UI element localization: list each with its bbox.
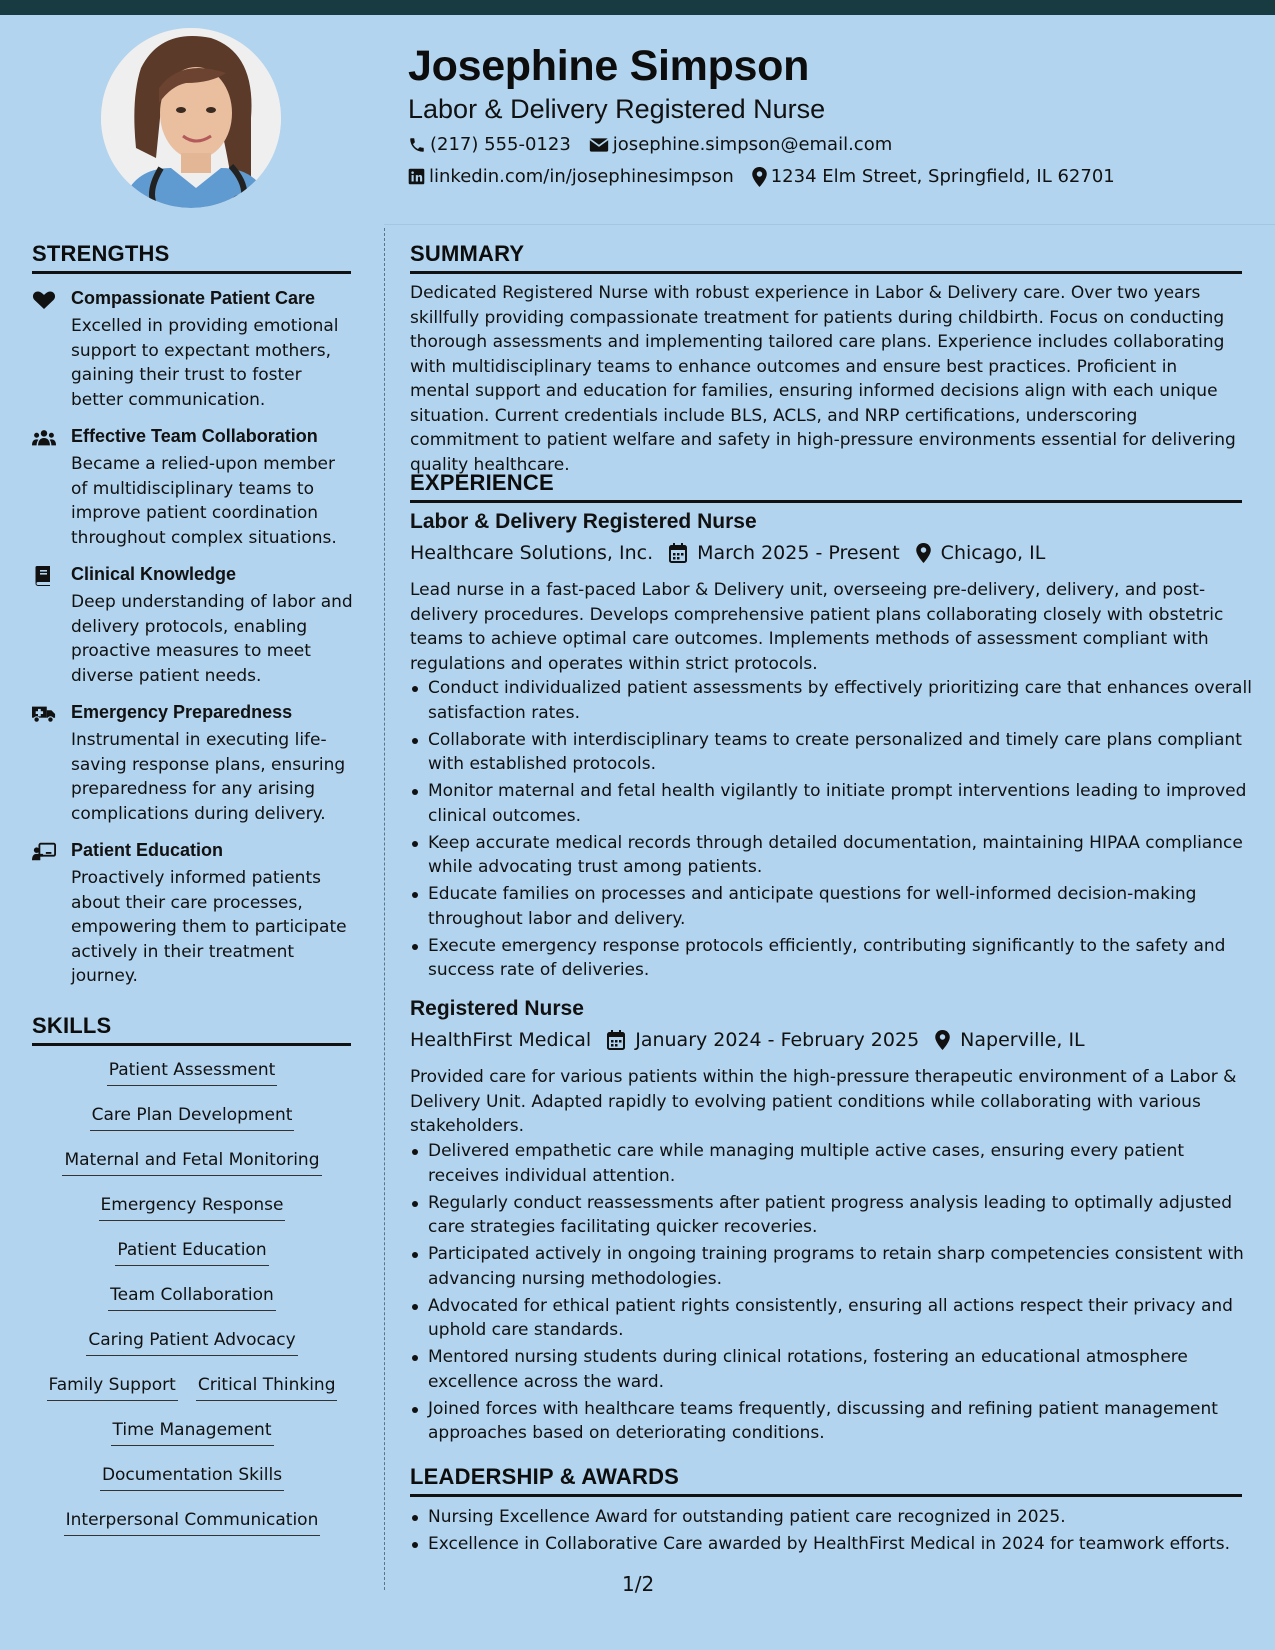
- skill-tag: Caring Patient Advocacy: [86, 1330, 297, 1356]
- strength-title: Compassionate Patient Care: [71, 288, 316, 308]
- address-contact: [752, 166, 1115, 187]
- profile-photo: [101, 28, 281, 208]
- job-meta: [410, 1029, 1101, 1051]
- job-bullets: [410, 676, 1260, 985]
- job-bullets: [410, 1139, 1260, 1448]
- skill-tag: Family Support: [47, 1375, 178, 1401]
- candidate-role: Labor & Delivery Registered Nurse: [408, 94, 826, 124]
- strength-title: Clinical Knowledge: [71, 564, 237, 584]
- skill-row: [32, 1195, 352, 1240]
- phone-icon: [408, 136, 426, 154]
- address-text: 1234 Elm Street, Springfield, IL 62701: [770, 166, 1115, 187]
- skills-heading: SKILLS: [32, 1013, 351, 1046]
- strength-title: Effective Team Collaboration: [71, 426, 318, 446]
- skill-tag: Patient Assessment: [107, 1060, 278, 1086]
- skill-tag: Care Plan Development: [90, 1105, 295, 1131]
- skill-row: [32, 1330, 352, 1375]
- skill-tag: Maternal and Fetal Monitoring: [62, 1150, 321, 1176]
- list-item: Excellence in Collaborative Care awarded by HealthFirst Medical in 2024 for teamwork efforts.: [428, 1532, 1260, 1557]
- strength-item: [32, 426, 352, 546]
- book-icon: [32, 566, 56, 586]
- list-item: Educate families on processes and anticipate questions for well-informed decision-making throughout labor and delivery.: [428, 882, 1260, 931]
- header-divider: [384, 224, 1275, 225]
- linkedin-contact[interactable]: [408, 166, 734, 187]
- contact-row-1: [408, 134, 910, 155]
- skill-row: [32, 1150, 352, 1195]
- map-pin-icon: [935, 1030, 950, 1050]
- skill-row: [32, 1375, 352, 1420]
- teacher-icon: [32, 842, 56, 862]
- list-item: Conduct individualized patient assessments by effectively prioritizing care that enhances overall satisfaction rates.: [428, 676, 1260, 725]
- skill-row: [32, 1465, 352, 1510]
- job-location-text: Naperville, IL: [960, 1029, 1085, 1051]
- job-meta: [410, 542, 1061, 564]
- strength-desc: Deep understanding of labor and delivery protocols, enabling proactive measures to meet diverse patient needs.: [71, 592, 353, 686]
- contact-row-2: [408, 166, 1133, 187]
- awards-list: [410, 1505, 1260, 1559]
- list-item: Participated actively in ongoing training programs to retain sharp competencies consistent with advancing nursing methodologies.: [428, 1242, 1260, 1291]
- list-item: Joined forces with healthcare teams frequently, discussing and refining patient management approaches based on deteriorating conditions.: [428, 1397, 1260, 1446]
- column-divider: [384, 228, 385, 1590]
- skill-row: [32, 1240, 352, 1285]
- list-item: Regularly conduct reassessments after patient progress analysis leading to optimally adjusted care strategies facilitating quicker recoveries.: [428, 1191, 1260, 1240]
- top-bar: [0, 0, 1275, 15]
- experience-heading: EXPERIENCE: [410, 470, 1242, 503]
- job-description: Lead nurse in a fast-paced Labor & Delivery unit, overseeing pre-delivery, delivery, and post-delivery procedures. Develops comprehensive patient plans collaborating closely with obstetric teams to achieve optimal care outcomes. Implements methods of assessment compliant with regulations and operates within strict protocols.: [410, 580, 1224, 674]
- map-pin-icon: [916, 543, 931, 563]
- heart-icon: [32, 290, 56, 310]
- ambulance-icon: [32, 704, 56, 724]
- skill-tag: Patient Education: [115, 1240, 268, 1266]
- job-dates-text: January 2024 - February 2025: [635, 1029, 920, 1051]
- job-dates-text: March 2025 - Present: [697, 542, 900, 564]
- list-item: Keep accurate medical records through detailed documentation, maintaining HIPAA compliance while advocating trust among patients.: [428, 831, 1260, 880]
- list-item: Delivered empathetic care while managing multiple active cases, ensuring every patient receives individual attention.: [428, 1139, 1260, 1188]
- strength-item: [32, 288, 352, 408]
- phone-text: (217) 555-0123: [430, 134, 571, 155]
- skill-tag: Critical Thinking: [196, 1375, 338, 1401]
- job-location: [935, 1029, 1084, 1051]
- strength-item: [32, 702, 352, 822]
- strength-item: [32, 564, 352, 684]
- list-item: Nursing Excellence Award for outstanding patient care recognized in 2025.: [428, 1505, 1260, 1530]
- skill-tag: Documentation Skills: [100, 1465, 284, 1491]
- list-item: Advocated for ethical patient rights consistently, ensuring all actions respect their privacy and uphold care standards.: [428, 1294, 1260, 1343]
- list-item: Execute emergency response protocols efficiently, contributing significantly to the safety and success rate of deliveries.: [428, 934, 1260, 983]
- job-company: HealthFirst Medical: [410, 1029, 592, 1051]
- email-contact[interactable]: [589, 134, 892, 155]
- list-item: Monitor maternal and fetal health vigilantly to initiate prompt interventions leading to improved clinical outcomes.: [428, 779, 1260, 828]
- skill-row: [32, 1060, 352, 1105]
- job-location: [916, 542, 1046, 564]
- calendar-icon: [669, 543, 687, 563]
- skill-tag: Time Management: [111, 1420, 274, 1446]
- skill-row: [32, 1285, 352, 1330]
- job-company: Healthcare Solutions, Inc.: [410, 542, 654, 564]
- skill-tag: Emergency Response: [99, 1195, 286, 1221]
- skill-tag: Team Collaboration: [108, 1285, 276, 1311]
- summary-heading: SUMMARY: [410, 241, 1242, 274]
- job-title: Labor & Delivery Registered Nurse: [410, 510, 757, 533]
- linkedin-text[interactable]: linkedin.com/in/josephinesimpson: [429, 166, 734, 187]
- list-item: Collaborate with interdisciplinary teams to create personalized and timely care plans compliant with established protocols.: [428, 728, 1260, 777]
- strengths-heading: STRENGTHS: [32, 241, 351, 274]
- strength-desc: Instrumental in executing life-saving response plans, ensuring preparedness for any arising complications during delivery.: [71, 730, 346, 824]
- calendar-icon: [607, 1030, 625, 1050]
- strength-desc: Became a relied-upon member of multidisciplinary teams to improve patient coordination throughout complex situations.: [71, 454, 337, 548]
- skill-row: [32, 1420, 352, 1465]
- list-item: Mentored nursing students during clinical rotations, fostering an educational atmosphere excellence across the ward.: [428, 1345, 1260, 1394]
- job-location-text: Chicago, IL: [940, 542, 1046, 564]
- skill-tag: Interpersonal Communication: [64, 1510, 321, 1536]
- skills-list: [32, 1060, 352, 1555]
- job-description: Provided care for various patients within the high-pressure therapeutic environment of a Labor & Delivery Unit. Adapted rapidly to evolving patient conditions while collaborating with various stakeholders.: [410, 1067, 1237, 1136]
- strength-item: [32, 840, 352, 990]
- map-pin-icon: [752, 167, 767, 187]
- email-text[interactable]: josephine.simpson@email.com: [612, 134, 893, 155]
- strength-title: Patient Education: [71, 840, 224, 860]
- job-dates: [607, 1029, 919, 1051]
- skill-row: [32, 1105, 352, 1150]
- phone-contact: [408, 134, 571, 155]
- awards-heading: LEADERSHIP & AWARDS: [410, 1464, 1242, 1497]
- linkedin-icon: [408, 168, 425, 185]
- job-title: Registered Nurse: [410, 997, 584, 1020]
- users-icon: [32, 428, 56, 448]
- job-dates: [669, 542, 900, 564]
- strength-title: Emergency Preparedness: [71, 702, 293, 722]
- candidate-name: Josephine Simpson: [408, 42, 810, 90]
- summary-text: Dedicated Registered Nurse with robust experience in Labor & Delivery care. Over two years skillfully providing compassionate treatment for patients during childbirth. Focus on conducting thorough assessments and implementing tailored care plans. Experience includes collaborating with multidisciplinary teams to enhance outcomes and ensure best practices. Proficient in mental support and education for families, ensuring informed decisions align with each unique situation. Current credentials include BLS, ACLS, and NRP certifications, underscoring commitment to patient welfare and safety in high-pressure environments essential for delivering quality healthcare.: [410, 283, 1236, 475]
- strength-desc: Proactively informed patients about their care processes, empowering them to participate actively in their treatment journey.: [71, 868, 347, 986]
- envelope-icon: [589, 137, 609, 153]
- skill-row: [32, 1510, 352, 1555]
- strength-desc: Excelled in providing emotional support to expectant mothers, gaining their trust to foster better communication.: [71, 316, 339, 410]
- page-number: 1/2: [622, 1572, 655, 1596]
